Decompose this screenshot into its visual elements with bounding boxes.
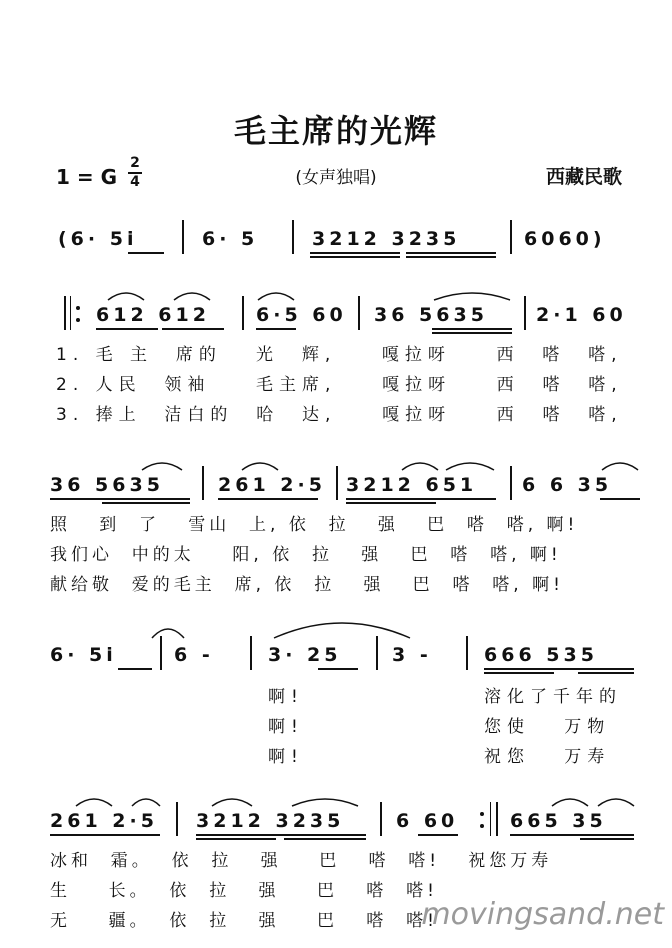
lyric-verse-3c: 祝您 万寿: [484, 747, 611, 767]
beam: [50, 834, 160, 836]
tie: [150, 622, 186, 640]
slur: [256, 288, 296, 302]
lyric-verse-2a: 2. 人民 领袖 毛主席, 嘎拉呀 西 嗒 嗒,: [56, 375, 623, 395]
barline: [250, 636, 252, 670]
staff-row-5: [40, 802, 640, 842]
measure: 261 2·5: [218, 474, 326, 496]
beam: [346, 502, 436, 504]
slur: [140, 458, 184, 472]
beam: [96, 328, 158, 330]
lyric-verse-3c-ah: 啊!: [268, 747, 304, 767]
barline: [510, 220, 512, 254]
beam: [162, 328, 224, 330]
slur: [74, 794, 114, 808]
barline: [292, 220, 294, 254]
watermark: movingsand.net: [421, 897, 664, 932]
repeat-barline-thin: [490, 802, 491, 836]
beam: [484, 672, 554, 674]
beam: [510, 834, 634, 836]
lyric-verse-2d: 生 长。 依 拉 强 巴 嗒 嗒!: [50, 881, 438, 901]
measure: 36 5635: [374, 304, 488, 326]
barline: [176, 802, 178, 836]
slur: [600, 458, 640, 472]
beam: [196, 834, 366, 836]
beam: [128, 252, 164, 254]
slur: [172, 288, 212, 302]
measure: 6·5 60: [256, 304, 347, 326]
beam: [600, 498, 640, 500]
measure: 6 -: [174, 644, 214, 666]
performance-note: (女声独唱): [295, 168, 377, 188]
song-origin: 西藏民歌: [545, 166, 622, 188]
slur: [550, 794, 590, 808]
song-title: 毛主席的光辉: [233, 112, 438, 150]
lyric-verse-2c: 您使 万物: [484, 717, 611, 737]
beam: [346, 498, 496, 500]
barline: [380, 802, 382, 836]
barline: [358, 296, 360, 330]
slur: [130, 794, 162, 808]
slur: [272, 618, 412, 640]
lyric-verse-3b: 献给敬 爱的毛主 席, 依 拉 强 巴 嗒 嗒, 啊!: [50, 575, 564, 595]
measure: 3212 3235: [196, 810, 345, 832]
beam: [432, 332, 512, 334]
measure: 261 2·5: [50, 810, 158, 832]
beam: [578, 672, 634, 674]
beam: [318, 668, 358, 670]
lyric-verse-1c: 溶化了千年的: [484, 687, 622, 707]
beam: [256, 328, 296, 330]
measure: 36 5635: [50, 474, 164, 496]
staff-row-2: [40, 296, 640, 336]
beam: [310, 252, 400, 254]
lyric-verse-3a: 3. 捧上 洁白的 哈 达, 嘎拉呀 西 嗒 嗒,: [56, 405, 623, 425]
barline: [202, 466, 204, 500]
beam: [284, 838, 366, 840]
beam: [218, 498, 318, 500]
slur: [596, 794, 636, 808]
lyric-verse-2c-ah: 啊!: [268, 717, 304, 737]
repeat-barline-thin: [70, 296, 71, 330]
measure: 6 6 35: [522, 474, 613, 496]
barline: [524, 296, 526, 330]
measure: 2·1 60: [536, 304, 627, 326]
beam: [196, 838, 276, 840]
barline: [466, 636, 468, 670]
slur: [210, 794, 254, 808]
lyric-verse-2b: 我们心 中的太 阳, 依 拉 强 巴 嗒 嗒, 啊!: [50, 545, 562, 565]
beam: [484, 668, 634, 670]
barline: [510, 466, 512, 500]
beam: [432, 328, 512, 330]
measure: 6060): [524, 228, 606, 250]
measure: 665 35: [510, 810, 607, 832]
barline: [160, 636, 162, 670]
measure: 6· 5: [202, 228, 259, 250]
lyric-verse-1d: 冰和 霜。 依 拉 强 巴 嗒 嗒! 祝您万寿: [50, 851, 553, 871]
beam: [50, 498, 190, 500]
slur: [444, 458, 496, 472]
measure: 3212 651: [346, 474, 478, 496]
measure: (6· 5i: [58, 228, 138, 250]
repeat-dot: [76, 318, 80, 322]
beam: [310, 256, 400, 258]
measure: 6· 5i: [50, 644, 117, 666]
staff-row-4: [40, 636, 640, 676]
slur: [106, 288, 146, 302]
lyric-verse-1b: 照 到 了 雪山 上, 依 拉 强 巴 嗒 嗒, 啊!: [50, 515, 579, 535]
lyric-verse-1c-ah: 啊!: [268, 687, 304, 707]
staff-row-3: [40, 466, 640, 506]
beam: [418, 834, 458, 836]
staff-row-1: [40, 220, 640, 260]
measure: 612 612: [96, 304, 210, 326]
measure: 3 -: [392, 644, 432, 666]
barline: [242, 296, 244, 330]
barline: [182, 220, 184, 254]
beam: [406, 256, 496, 258]
repeat-dot: [480, 812, 484, 816]
repeat-dot: [76, 306, 80, 310]
lyric-verse-1a: 1. 毛 主 席的 光 辉, 嘎拉呀 西 嗒 嗒,: [56, 345, 623, 365]
barline: [376, 636, 378, 670]
time-signature-top: 2: [130, 155, 140, 171]
measure: 6 60: [396, 810, 459, 832]
lyric-verse-3d: 无 疆。 依 拉 强 巴 嗒 嗒!: [50, 911, 438, 931]
slur: [400, 458, 440, 472]
slur: [290, 794, 360, 808]
beam: [102, 502, 190, 504]
beam: [580, 838, 634, 840]
repeat-barline: [64, 296, 66, 330]
measure: 666 535: [484, 644, 598, 666]
beam: [406, 252, 496, 254]
repeat-barline: [496, 802, 498, 836]
slur: [240, 458, 280, 472]
beam: [118, 668, 152, 670]
slur: [432, 288, 512, 302]
key-signature: 1 = G: [56, 165, 118, 189]
measure: 3212 3235: [312, 228, 461, 250]
measure: 3· 25: [268, 644, 342, 666]
barline: [336, 466, 338, 500]
repeat-dot: [480, 824, 484, 828]
time-signature-bottom: 4: [130, 174, 140, 190]
